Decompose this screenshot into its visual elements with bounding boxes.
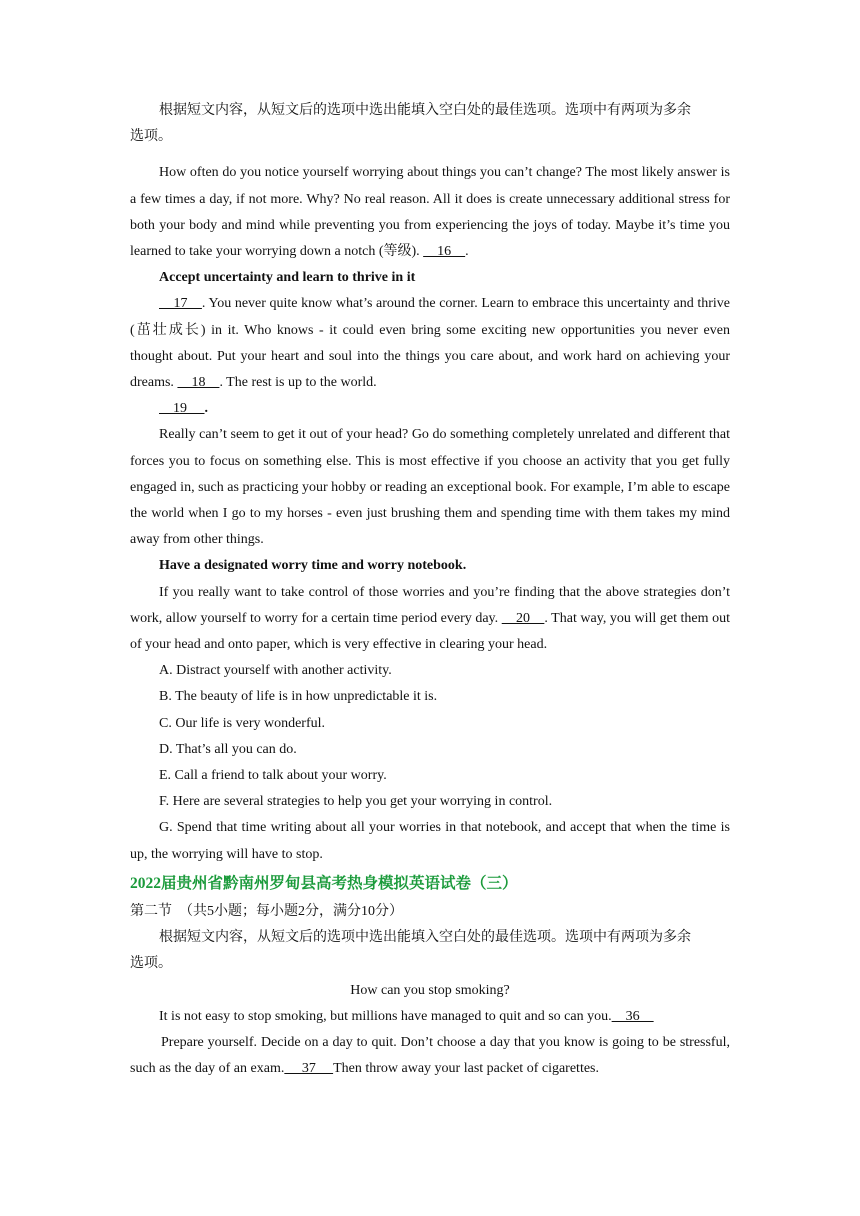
blank-20: 20 — [501, 610, 545, 626]
passage-paragraph — [130, 291, 730, 396]
instruction-line: 选项。 — [130, 129, 172, 145]
paragraph-text: How often do you notice yourself worrying about things you can’t change? The most likely answer is a few times a day, if not more. Why? No real reason. All it does is create unnecessary additional stress for both your body and mind while preventing you from experiencing the joys of today. Maybe it’s time you learned to take your worrying down a notch (等级). — [130, 165, 730, 260]
option-b: B. The beauty of life is in how unpredictable it is. — [159, 689, 438, 705]
subheading: Have a designated worry time and worry notebook. — [159, 558, 467, 574]
blank-19: 19 — [159, 401, 205, 417]
subheading: Accept uncertainty and learn to thrive in it — [159, 270, 416, 286]
passage-paragraph: Really can’t seem to get it out of your head? Go do something completely unrelated and different that forces you to focus on something else. This is most effective if you choose an activity that you get fully engaged in, such as practicing your hobby or reading an exceptional book. For example, I’m able to escape the world when I go to my horses - even just brushing them and spending time with them takes my mind away from other things. — [130, 427, 730, 548]
passage-paragraph — [130, 1030, 730, 1082]
document-page — [130, 98, 730, 1082]
blank-16: 16 — [423, 244, 466, 260]
blank-17: 17 — [159, 296, 202, 312]
paragraph-text: It is not easy to stop smoking, but millions have managed to quit and so can you. — [159, 1008, 612, 1024]
option-c: C. Our life is very wonderful. — [159, 715, 326, 731]
option-d: D. That’s all you can do. — [159, 741, 297, 757]
blank-36: 36 — [611, 1008, 654, 1024]
paragraph-text: . The rest is up to the world. — [219, 375, 377, 391]
paragraph-text: Then throw away your last packet of cigarettes. — [333, 1061, 599, 1077]
paragraph-text: If you really want to take control of those worries and you’re finding that the above strategies don’t work, allow yourself to worry for a certain time period every day. — [130, 584, 730, 626]
instruction-line: 根据短文内容，从短文后的选项中选出能填入空白处的最佳选项。选项中有两项为多余 — [159, 103, 691, 118]
passage-paragraph: How often do you notice yourself worrying about things you can’t change? The most likely answer is a few times a day, if not more. Why? No real reason. All it does is create unnecessary additional stress for both your body and mind while preventing you from experiencing the joys of today. Maybe it’s time you learned to take your worrying down a notch (等级). 16 . — [130, 165, 730, 260]
option-a: A. Distract yourself with another activity. — [159, 663, 392, 679]
passage-paragraph — [130, 1004, 730, 1030]
paragraph-text: . That way, you will get them out of your head and onto paper, which is very effective in clearing your head. — [130, 610, 731, 653]
passage-paragraph — [130, 580, 730, 659]
option-e: E. Call a friend to talk about your worry. — [159, 768, 387, 784]
option-f: F. Here are several strategies to help you get your worrying in control. — [159, 794, 553, 810]
blank-37: 37 — [284, 1061, 334, 1077]
instruction-line: 根据短文内容，从短文后的选项中选出能填入空白处的最佳选项。选项中有两项为多余 — [159, 930, 691, 946]
option-g: G. Spend that time writing about all your worries in that notebook, and accept that when the time is up, the worrying will have to stop. — [130, 820, 730, 862]
section-label: 第二节 （共5小题；每小题2分，满分10分） — [130, 903, 403, 919]
blank-18: 18 — [177, 375, 220, 391]
exam-title: 2022届贵州省黔南州罗甸县高考热身模拟英语试卷（三） — [130, 874, 518, 892]
subheading: 19 . — [159, 401, 208, 417]
instruction-line: 选项。 — [130, 956, 172, 972]
paragraph-text: . You never quite know what’s around the corner. Learn to embrace this uncertainty and thrive (茁壮成长) in it. Who knows - it could even bring some exciting new opportunities you never even thought about. Put your heart and soul into the things you care about, and work hard on achieving your dreams. — [130, 296, 730, 391]
paragraph-text: Prepare yourself. Decide on a day to quit. Don’t choose a day that you know is going to be stressful, such as the day of an exam. — [130, 1034, 730, 1077]
passage-title: How can you stop smoking? — [350, 982, 510, 998]
